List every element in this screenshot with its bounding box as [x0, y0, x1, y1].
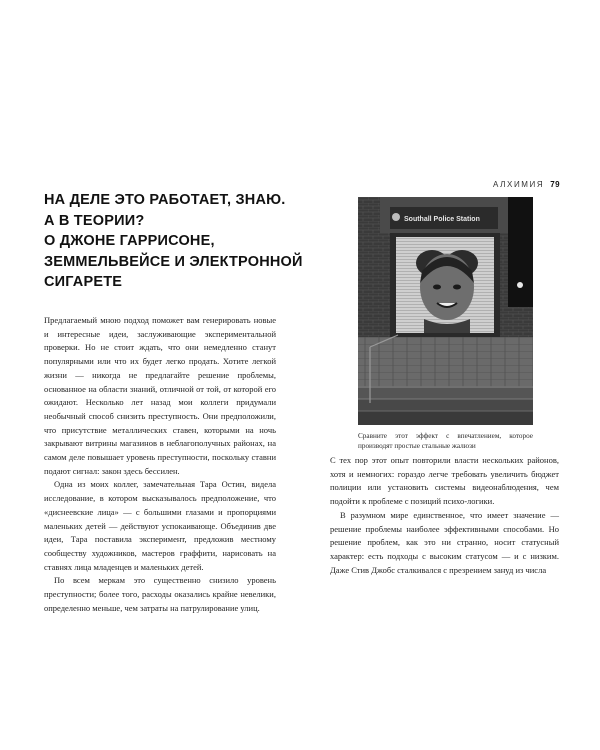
heading-line: ЗЕММЕЛЬВЕЙСЕ И ЭЛЕКТРОННОЙ	[44, 253, 303, 270]
heading-line: НА ДЕЛЕ ЭТО РАБОТАЕТ, ЗНАЮ.	[44, 192, 286, 208]
body-paragraph: В разумном мире единственное, что имеет значение — решение проблемы наиболее эффективными способами. Но решение проблем, как это ни странно, носит статусный характер: есть подходы с высоким статусом — и с низким. Даже Стив Джобс сталкивался с презрением зануд из числа	[330, 509, 559, 575]
heading-line: СИГАРЕТЕ	[44, 274, 123, 290]
body-paragraph: Одна из моих коллег, замечательная Тара Остин, видела исследование, в котором высказывалось предположение, что «диснеевские лица» — с большими глазами и пропорциями маленьких детей — действуют успокаивающе. Объединив две идеи, Тара поставила эксперимент, предложив местному сообществу художников, мастеров граффити, нарисовать на ставнях лица младенцев и маленьких детей.	[44, 479, 276, 572]
chapter-heading	[44, 190, 324, 293]
left-text-column	[44, 314, 276, 615]
running-head-section: АЛХИМИЯ	[493, 180, 545, 189]
right-text-column	[330, 454, 559, 577]
page-number: 79	[550, 180, 560, 189]
body-paragraph: С тех пор этот опыт повторили власти нескольких районов, хотя и немногих: гораздо легче требовать увеличить бюджет полиции или установить системы видеонаблюдения, чем подойти к проблеме с позиций психо-логики.	[330, 455, 559, 507]
heading-line: О ДЖОНЕ ГАРРИСОНЕ,	[44, 233, 215, 249]
heading-line: А В ТЕОРИИ?	[44, 212, 145, 229]
running-head	[440, 180, 560, 189]
photo-illustration	[358, 197, 533, 425]
shutter-photo	[358, 197, 533, 425]
photo-caption: Сравните этот эффект с впечатлением, которое производят простые стальные жалюзи	[358, 432, 533, 450]
body-paragraph: Предлагаемый мною подход поможет вам генерировать новые и интересные идеи, заслуживающие экспериментальной проверки. Но не стоит ждать, что они немедленно станут популярными или что их будет легко продать. Хотите легкой жизни — никогда не предлагайте решение проблемы, основанное на области знаний, отличной от той, от которой его ожидают. Несколько лет назад мои коллеги придумали необычный способ снизить преступность. Они предположили, что присутствие металлических ставен, которыми на ночь закрывают витрины магазинов в неблагополучных районах, на самом деле повышает уровень преступности, поскольку ставни подают сигнал: закон здесь бессилен.	[44, 315, 276, 476]
body-paragraph: По всем меркам это существенно снизило уровень преступности; более того, расходы оказались крайне невелики, определенно меньше, чем затраты на патрулирование улиц.	[44, 575, 276, 613]
sign-text: Southall Police Station	[404, 216, 480, 223]
